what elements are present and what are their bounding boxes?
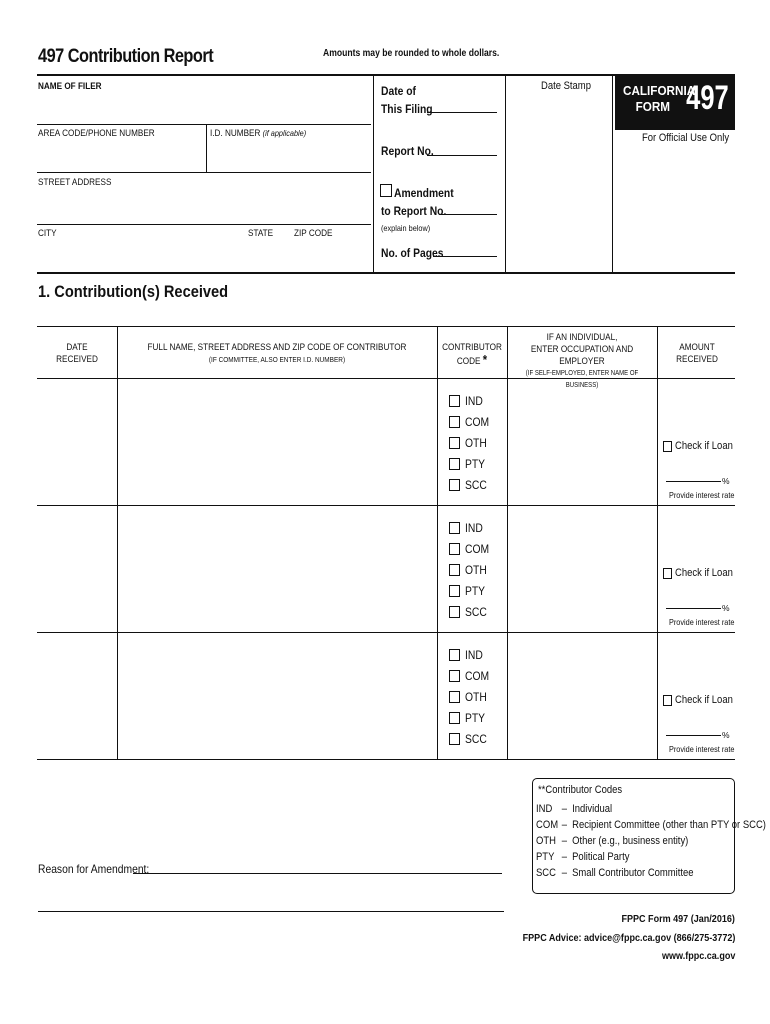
occupation-employer-field[interactable] xyxy=(508,506,656,631)
contributor-code-checkbox[interactable] xyxy=(449,585,460,597)
check-if-loan-label: Check if Loan xyxy=(675,440,733,452)
contributor-code-checkbox[interactable] xyxy=(449,606,460,618)
check-if-loan-checkbox[interactable] xyxy=(663,568,672,579)
contributor-code-label: IND xyxy=(465,648,483,662)
legend-dash: – xyxy=(561,835,568,847)
divider xyxy=(505,76,506,273)
contributor-code-checkbox[interactable] xyxy=(449,543,460,555)
column-divider xyxy=(437,326,438,759)
date-of-filing-label-1: Date of xyxy=(381,84,416,98)
col-code-line2: CODE xyxy=(456,356,481,367)
contributor-code-label: SCC xyxy=(465,478,487,492)
contributor-code-checkbox[interactable] xyxy=(449,733,460,745)
contributor-code-checkbox[interactable] xyxy=(449,522,460,534)
col-code-line1: CONTRIBUTOR xyxy=(442,342,502,353)
contributor-code-checkbox[interactable] xyxy=(449,670,460,682)
amendment-checkbox[interactable] xyxy=(380,184,392,197)
interest-rate-field[interactable] xyxy=(666,608,721,609)
legend-desc: Small Contributor Committee xyxy=(572,867,694,879)
state-label: STATE xyxy=(248,228,274,239)
date-of-filing-label-2: This Filing xyxy=(381,102,433,116)
name-of-filer-label: NAME OF FILER xyxy=(38,81,102,92)
contributor-code-label: OTH xyxy=(465,436,487,450)
legend-desc: Individual xyxy=(572,803,613,815)
contributor-code-label: COM xyxy=(465,415,490,429)
advice-footer: FPPC Advice: advice@fppc.ca.gov (866/275-3772) xyxy=(522,932,735,944)
date-of-filing-field[interactable] xyxy=(427,112,497,113)
divider xyxy=(37,172,371,173)
interest-rate-label: Provide interest rate xyxy=(669,744,735,754)
contributor-name-address-field[interactable] xyxy=(118,379,436,504)
reason-for-amendment-field-2[interactable] xyxy=(38,911,504,912)
col-name-line1: FULL NAME, STREET ADDRESS AND ZIP CODE OF CONTRIBUTOR xyxy=(147,342,407,353)
reason-for-amendment-field[interactable] xyxy=(133,873,502,874)
explain-below-note: (explain below) xyxy=(381,223,431,233)
date-received-field[interactable] xyxy=(38,379,116,504)
legend-item xyxy=(536,851,629,863)
legend-dash: – xyxy=(561,851,568,863)
interest-rate-label: Provide interest rate xyxy=(669,490,735,500)
check-if-loan-checkbox[interactable] xyxy=(663,441,672,452)
city-state-zip-field[interactable] xyxy=(37,240,371,272)
interest-rate-label: Provide interest rate xyxy=(669,617,735,627)
legend-code: OTH xyxy=(536,835,556,847)
street-address-label: STREET ADDRESS xyxy=(38,177,112,188)
col-occ-line2: ENTER OCCUPATION AND EMPLOYER xyxy=(530,344,634,367)
contributor-code-label: COM xyxy=(465,542,490,556)
contributor-code-label: COM xyxy=(465,669,490,683)
col-code-star: * xyxy=(482,352,488,367)
column-divider xyxy=(657,326,658,759)
row-divider xyxy=(37,632,735,633)
contributor-code-label: OTH xyxy=(465,563,487,577)
check-if-loan-label: Check if Loan xyxy=(675,694,733,706)
col-amt-line1: AMOUNT xyxy=(679,342,715,353)
section-title: 1. Contribution(s) Received xyxy=(38,282,229,301)
amend-report-no-field[interactable] xyxy=(439,214,497,215)
legend-code: IND xyxy=(536,803,553,815)
zip-code-label: ZIP CODE xyxy=(294,228,333,239)
occupation-employer-field[interactable] xyxy=(508,633,656,758)
legend-code: SCC xyxy=(536,867,556,879)
check-if-loan-checkbox[interactable] xyxy=(663,695,672,706)
city-label: CITY xyxy=(38,228,57,239)
legend-code: PTY xyxy=(536,851,555,863)
check-if-loan-label: Check if Loan xyxy=(675,567,733,579)
contributor-code-label: IND xyxy=(465,521,483,535)
legend-header: **Contributor Codes xyxy=(538,784,623,796)
phone-field[interactable] xyxy=(37,140,205,172)
street-address-field[interactable] xyxy=(37,188,371,224)
interest-rate-field[interactable] xyxy=(666,481,721,482)
official-use-label: For Official Use Only xyxy=(642,132,730,144)
col-amount-header xyxy=(663,342,732,366)
col-occ-line1: IF AN INDIVIDUAL, xyxy=(546,332,618,343)
contributor-code-checkbox[interactable] xyxy=(449,416,460,428)
contributor-code-label: PTY xyxy=(465,457,486,471)
report-no-label: Report No. xyxy=(381,144,434,158)
divider xyxy=(612,76,613,273)
no-of-pages-field[interactable] xyxy=(433,256,497,257)
website-footer[interactable]: www.fppc.ca.gov xyxy=(661,950,735,962)
legend-dash: – xyxy=(561,819,568,831)
table-top-rule xyxy=(37,326,735,327)
divider xyxy=(373,76,374,273)
contributor-name-address-field[interactable] xyxy=(118,633,436,758)
col-name-header xyxy=(139,342,414,366)
contributor-code-label: IND xyxy=(465,394,483,408)
date-received-field[interactable] xyxy=(38,506,116,631)
no-of-pages-label: No. of Pages xyxy=(381,246,444,260)
contributor-code-checkbox[interactable] xyxy=(449,437,460,449)
contributor-code-checkbox[interactable] xyxy=(449,479,460,491)
legend-item xyxy=(536,835,688,847)
id-number-field[interactable] xyxy=(207,140,371,172)
legend-dash: – xyxy=(561,867,568,879)
rounding-note: Amounts may be rounded to whole dollars. xyxy=(323,48,500,59)
reason-for-amendment-label: Reason for Amendment: xyxy=(38,862,150,876)
contributor-code-label: PTY xyxy=(465,711,486,725)
col-date-line2: RECEIVED xyxy=(56,354,98,365)
contributor-codes-legend xyxy=(532,778,766,894)
date-stamp-label: Date Stamp xyxy=(541,80,591,92)
section-rule xyxy=(37,272,735,274)
form-badge xyxy=(615,75,735,130)
contributor-code-checkbox[interactable] xyxy=(449,691,460,703)
contributor-code-checkbox[interactable] xyxy=(449,458,460,470)
percent-sign: % xyxy=(722,603,730,613)
contributor-code-label: SCC xyxy=(465,605,487,619)
contributor-code-label: SCC xyxy=(465,732,487,746)
col-occ-line3: (IF SELF-EMPLOYED, ENTER NAME OF BUSINESS) xyxy=(525,370,639,389)
report-no-field[interactable] xyxy=(427,155,497,156)
legend-item xyxy=(536,867,694,879)
form-label: FORM xyxy=(635,99,671,114)
name-of-filer-field[interactable] xyxy=(37,92,371,124)
contributor-code-checkbox[interactable] xyxy=(449,649,460,661)
percent-sign: % xyxy=(722,730,730,740)
legend-code: COM xyxy=(536,819,559,831)
legend-item xyxy=(536,819,766,831)
contributor-name-address-field[interactable] xyxy=(118,506,436,631)
form-number: 497 xyxy=(686,79,729,117)
col-date-line1: DATE xyxy=(66,342,88,353)
legend-desc: Recipient Committee (other than PTY or SCC) xyxy=(572,819,766,831)
col-name-sub: (IF COMMITTEE, ALSO ENTER I.D. NUMBER) xyxy=(208,355,346,364)
percent-sign: % xyxy=(722,476,730,486)
amendment-label: Amendment xyxy=(394,186,454,200)
page-title: 497 Contribution Report xyxy=(38,46,214,67)
divider xyxy=(37,224,371,225)
contributor-code-checkbox[interactable] xyxy=(449,712,460,724)
legend-desc: Other (e.g., business entity) xyxy=(572,835,689,847)
col-code-header xyxy=(442,342,502,368)
date-received-field[interactable] xyxy=(38,633,116,758)
contributor-code-checkbox[interactable] xyxy=(449,395,460,407)
amend-report-no-label: to Report No. xyxy=(381,204,447,218)
legend-desc: Political Party xyxy=(572,851,630,863)
id-number-label: I.D. NUMBER (if applicable) xyxy=(210,128,307,139)
contributor-code-label: PTY xyxy=(465,584,486,598)
interest-rate-field[interactable] xyxy=(666,735,721,736)
divider xyxy=(37,124,371,125)
occupation-employer-field[interactable] xyxy=(508,379,656,504)
legend-dash: – xyxy=(561,803,568,815)
col-date-header xyxy=(43,342,112,366)
row-divider xyxy=(37,505,735,506)
contributor-code-label: OTH xyxy=(465,690,487,704)
form-id-footer: FPPC Form 497 (Jan/2016) xyxy=(621,913,735,925)
col-amt-line2: RECEIVED xyxy=(676,354,718,365)
row-divider xyxy=(37,759,735,760)
form-badge-text xyxy=(623,83,695,115)
phone-label: AREA CODE/PHONE NUMBER xyxy=(38,128,155,139)
california-label: CALIFORNIA xyxy=(623,83,696,98)
contributor-code-checkbox[interactable] xyxy=(449,564,460,576)
legend-item xyxy=(536,803,612,815)
